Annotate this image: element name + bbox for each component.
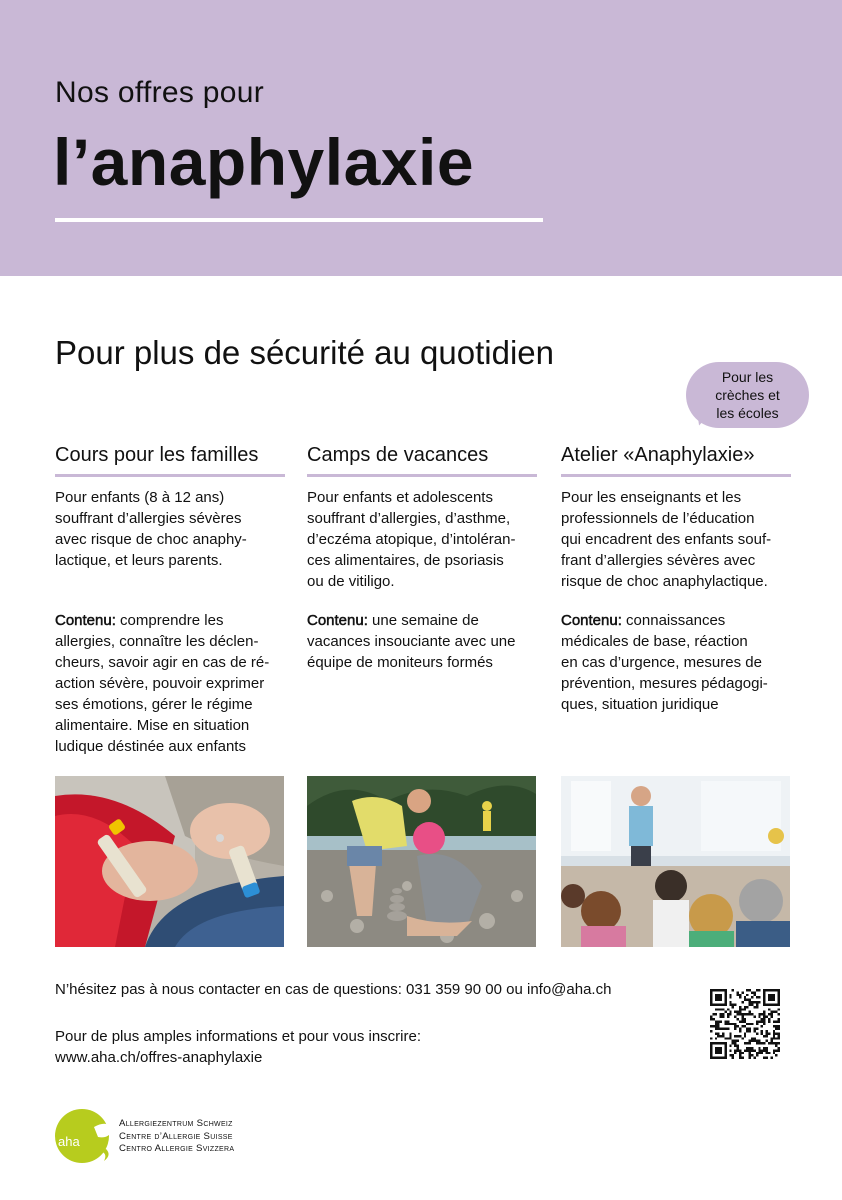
intro-line: avec risque de choc anaphy- [55,531,247,548]
contact-line: N’hésitez pas à nous contacter en cas de questions: 031 359 90 00 ou info@aha.ch [55,981,612,998]
column-intro [55,487,285,571]
intro-line: professionnels de l’éducation [561,510,755,527]
column-anaphylaxis-workshop [561,444,791,713]
section-subtitle: Pour plus de sécurité au quotidien [55,334,554,371]
bubble-tail [695,411,711,427]
column-holiday-camps [307,444,537,671]
speech-bubble [686,362,809,428]
intro-line: risque de choc anaphylactique. [561,573,768,590]
page-title: l’anaphylaxie [53,125,475,199]
intro-line: d’eczéma atopique, d’intoléran- [307,531,516,548]
content-line [55,610,287,631]
content-line: ludique déstinée aux enfants [55,738,246,755]
intro-line: ces alimentaires, de psoriasis [307,552,504,569]
bubble-line: Pour les [721,369,774,385]
content-label: Contenu: [307,612,368,629]
content-line: allergies, connaître les déclen- [55,633,259,650]
column-family-courses [55,444,285,755]
org-line-fr: Centre d’Allergie Suisse [119,1130,233,1142]
content-line: action sévère, pouvoir exprimer [55,675,265,692]
organization-name [119,1118,234,1156]
column-heading: Cours pour les familles [55,444,285,477]
content-line: équipe de moniteurs formés [307,654,493,671]
org-line-de: Allergiezentrum Schweiz [119,1118,233,1129]
intro-line: qui encadrent des enfants souf- [561,531,772,548]
photo-auto-injector [55,776,284,947]
more-info-text: Pour de plus amples informations et pour vous inscrire: [55,1028,422,1045]
column-heading: Atelier «Anaphylaxie» [561,444,791,477]
header-pretitle: Nos offres pour [55,76,265,109]
more-info-url[interactable]: www.aha.ch/offres-anaphylaxie [55,1049,263,1066]
header-banner [0,0,842,276]
content-text: une semaine de [367,612,479,629]
intro-line: ou de vitiligo. [307,573,395,590]
intro-line: frant d’allergies sévères avec [561,552,756,569]
qr-code[interactable] [710,986,780,1062]
content-line: alimentaire. Mise en situation [55,717,250,734]
content-label: Contenu: [561,612,622,629]
content-line [307,610,539,631]
content-line: médicales de base, réaction [561,633,748,650]
column-heading: Camps de vacances [307,444,537,477]
intro-line: Pour enfants (8 à 12 ans) [55,489,225,506]
content-line [561,610,793,631]
content-line: en cas d’urgence, mesures de [561,654,762,671]
content-line: cheurs, savoir agir en cas de ré- [55,654,270,671]
intro-line: Pour les enseignants et les [561,489,742,506]
intro-line: Pour enfants et adolescents [307,489,493,506]
header-rule [55,218,543,222]
column-intro [307,487,537,592]
org-line-it: Centro Allergie Svizzera [119,1143,235,1154]
content-text: connaissances [621,612,726,629]
column-intro [561,487,791,592]
aha-logo [54,1105,114,1165]
bubble-line: crèches et [715,387,780,403]
logo-text: aha [58,1134,80,1149]
content-label: Contenu: [55,612,116,629]
photo-workshop [561,776,790,947]
column-content [55,610,287,757]
content-text: comprendre les [115,612,224,629]
content-line: ques, situation juridique [561,696,719,713]
intro-line: souffrant d’allergies, d’asthme, [307,510,511,527]
intro-line: lactique, et leurs parents. [55,552,223,569]
content-line: ses émotions, gérer le régime [55,696,253,713]
content-line: vacances insouciante avec une [307,633,516,650]
photo-holiday-camp [307,776,536,947]
column-content [307,610,539,673]
column-content [561,610,793,715]
more-info [55,1026,421,1068]
intro-line: souffrant d’allergies sévères [55,510,242,527]
bubble-line: les écoles [716,405,779,421]
content-line: prévention, mesures pédagogi- [561,675,768,692]
